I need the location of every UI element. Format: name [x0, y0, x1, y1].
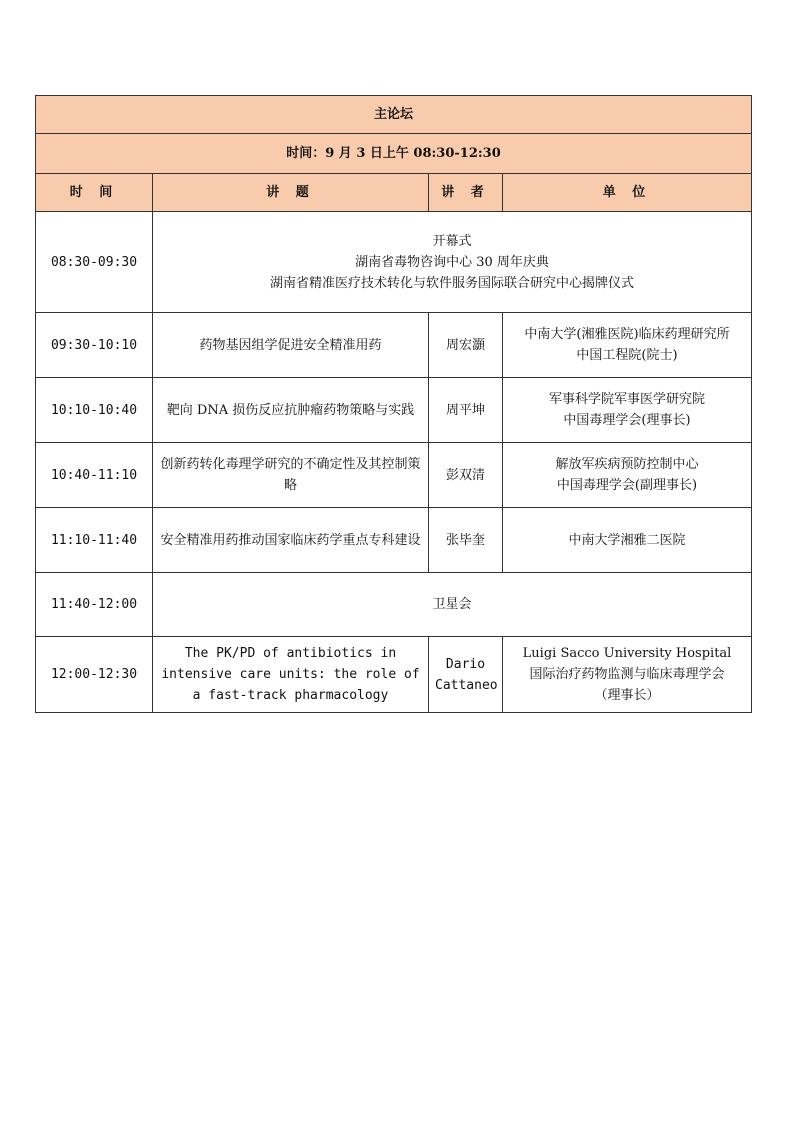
- table-row: [36, 637, 752, 713]
- table-row: [36, 508, 752, 573]
- affiliation-line: 中国工程院(院士): [576, 348, 678, 363]
- affiliation-line: 中国毒理学会(理事长): [563, 413, 691, 428]
- session-affiliation: [503, 313, 752, 378]
- affiliation-line: 解放军疾病预防控制中心: [555, 457, 699, 472]
- session-affiliation: [503, 508, 752, 573]
- column-header-affiliation: 单 位: [503, 174, 752, 212]
- affiliation-line: Luigi Sacco University Hospital: [522, 646, 732, 661]
- session-time: 10:40-11:10: [36, 443, 153, 508]
- satellite-title: 卫星会: [153, 573, 752, 637]
- opening-ceremony: [153, 212, 752, 313]
- time-banner-row: [36, 134, 752, 174]
- table-row: [36, 573, 752, 637]
- column-header-topic: 讲 题: [153, 174, 429, 212]
- time-banner: 时间：9 月 3 日上午 08:30-12:30: [36, 134, 752, 174]
- session-topic: 靶向 DNA 损伤反应抗肿瘤药物策略与实践: [153, 378, 429, 443]
- session-speaker: 张毕奎: [429, 508, 503, 573]
- affiliation-line: 军事科学院军事医学研究院: [549, 392, 706, 407]
- opening-line: 湖南省毒物咨询中心 30 周年庆典: [355, 254, 549, 270]
- session-affiliation: [503, 637, 752, 713]
- schedule-table: [35, 95, 752, 713]
- session-speaker: [429, 637, 503, 713]
- session-affiliation: [503, 378, 752, 443]
- speaker-line: Cattaneo: [435, 677, 498, 693]
- affiliation-line: 中国毒理学会(副理事长): [556, 478, 698, 493]
- session-time: 11:40-12:00: [36, 573, 153, 637]
- affiliation-line: 中南大学湘雅二医院: [568, 532, 686, 548]
- opening-line: 开幕式: [432, 233, 472, 249]
- session-speaker: 周平坤: [429, 378, 503, 443]
- session-topic: The PK/PD of antibiotics in intensive care units: the role of a fast-track pharmacology: [153, 637, 429, 713]
- affiliation-line: （理事长）: [594, 688, 660, 703]
- speaker-line: Dario: [445, 656, 486, 672]
- session-speaker: 彭双清: [429, 443, 503, 508]
- session-topic: 创新药转化毒理学研究的不确定性及其控制策略: [153, 443, 429, 508]
- table-row: [36, 378, 752, 443]
- session-time: 10:10-10:40: [36, 378, 153, 443]
- session-time: 09:30-10:10: [36, 313, 153, 378]
- session-topic: 药物基因组学促进安全精准用药: [153, 313, 429, 378]
- table-row: [36, 313, 752, 378]
- forum-title-row: [36, 96, 752, 134]
- session-affiliation: [503, 443, 752, 508]
- session-time: 11:10-11:40: [36, 508, 153, 573]
- affiliation-line: 中南大学(湘雅医院)临床药理研究所: [524, 327, 730, 342]
- table-row: [36, 212, 752, 313]
- session-speaker: 周宏灝: [429, 313, 503, 378]
- session-time: 12:00-12:30: [36, 637, 153, 713]
- opening-line: 湖南省精准医疗技术转化与软件服务国际联合研究中心揭牌仪式: [270, 275, 635, 291]
- session-topic: 安全精准用药推动国家临床药学重点专科建设: [153, 508, 429, 573]
- session-time: 08:30-09:30: [36, 212, 153, 313]
- column-header-time: 时 间: [36, 174, 153, 212]
- affiliation-line: 国际治疗药物监测与临床毒理学会: [529, 667, 725, 682]
- forum-title: 主论坛: [36, 96, 752, 134]
- column-header-row: [36, 174, 752, 212]
- table-row: [36, 443, 752, 508]
- column-header-speaker: 讲 者: [429, 174, 503, 212]
